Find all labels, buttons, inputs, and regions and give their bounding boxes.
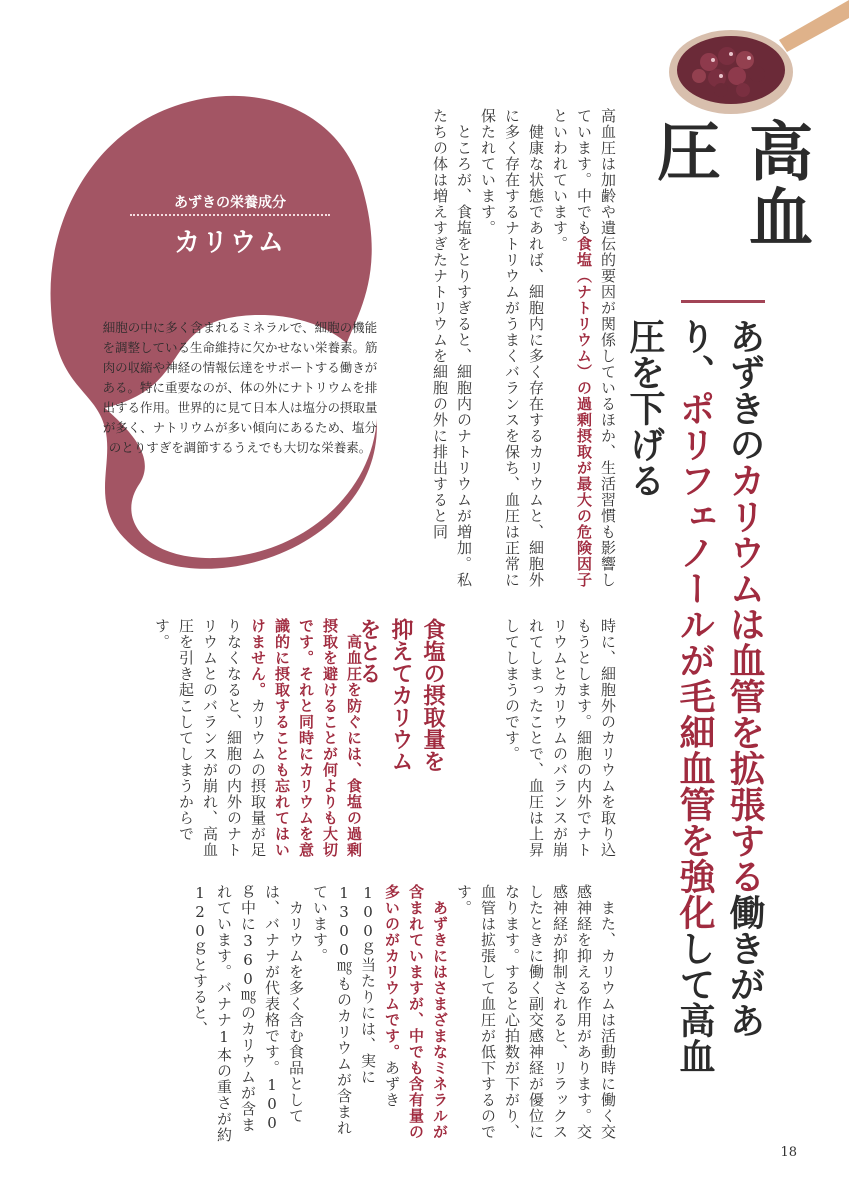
body-text-highlight: 食塩（ナトリウム）の過剰摂取が最大の危険因子 xyxy=(575,236,593,588)
body-text: 健康な状態であれば、細胞内に多く存在するカリウムと、細胞外に多く存在するナトリウムがうまくバランスを保ち、血圧は正常に保たれています。 xyxy=(479,108,545,588)
body-text: といわれています。 xyxy=(551,108,569,252)
title-underline xyxy=(681,300,765,303)
subtitle-part: 働きがあり、 xyxy=(674,318,765,1038)
page-title: 高血圧 xyxy=(646,118,812,250)
body-text: また、カリウムは活動時に働く交感神経を抑える作用があります。交感神経が抑制されると、リラックスしたときに働く副交感神経が優位になります。すると心拍数が下がり、血管は拡張して血圧が低下するのです。 xyxy=(455,884,617,1140)
page-number: 18 xyxy=(780,1145,797,1160)
body-text: ところが、食塩をとりすぎると、細胞内のナトリウムが増加。私たちの体は増えすぎたナトリウムを細胞の外に排出すると同 xyxy=(431,108,473,588)
azuki-spoon-illustration xyxy=(659,0,849,120)
subtitle-part: して高血圧を下げる xyxy=(624,318,715,1074)
body-text: カリウムを多く含む食品としては、バナナが代表格です。100ｇ中に360㎎のカリウムが含まれています。バナナ1本の重さが約120ｇとすると、 xyxy=(191,884,305,1143)
body-text-block xyxy=(86,884,620,1144)
body-text: あずき100ｇ当たりには、実に1300㎎ものカリウムが含まれています。 xyxy=(311,884,401,1136)
body-text-block xyxy=(412,108,620,588)
body-text-block xyxy=(86,618,366,858)
body-text xyxy=(345,618,363,634)
subtitle-part-highlight: ポリフェノールが毛細血管を強化 xyxy=(674,390,715,930)
card-label: あずきの栄養成分 xyxy=(174,195,286,211)
body-text-highlight: あずきにはさまざまなミネラルが含まれていますが、中でも含有量の多いのがカリウムです。 xyxy=(383,884,449,1140)
section-heading: 食塩の摂取量を抑えてカリウムをとる xyxy=(356,618,445,772)
body-text: 時に、細胞外のカリウムを取り込もうとします。細胞の内外でナトリウムとカリウムのバランスが崩れてしまったことで、血圧は上昇してしまうのです。 xyxy=(503,618,617,858)
body-text: カリウムの摂取量が足りなくなると、細胞の内外のナトリウムとのバランスが崩れ、高血圧を引き起こしてしまうからです。 xyxy=(153,618,267,858)
body-text-highlight: 高血圧を防ぐには、食塩の過剰摂取を避けることが何よりも大切です。それと同時にカリウムを意識的に摂取することも忘れてはいけません。 xyxy=(249,618,363,858)
subtitle-part-highlight: カリウムは血管を拡張する xyxy=(724,462,765,894)
card-description: 細胞の中に多く含まれるミネラルで、細胞の機能を調整している生命維持に欠かせない栄養素。筋肉の収縮や神経の情報伝達をサポートする働きがある。特に重要なのが、体の外にナトリウムを排出する作用。世界的に見て日本人は塩分の摂取量が多く、ナトリウムが多い傾向にあるため、塩分のとりすぎを調節するうえでも大切な栄養素。 xyxy=(102,320,378,455)
body-text: 高血圧は加齢や遺伝的要因が関係しているほか、生活習慣も影響しています。中でも xyxy=(575,108,617,588)
card-title: カリウム xyxy=(174,228,286,258)
card-divider xyxy=(130,214,330,216)
subtitle-part: あずきの xyxy=(724,318,765,462)
